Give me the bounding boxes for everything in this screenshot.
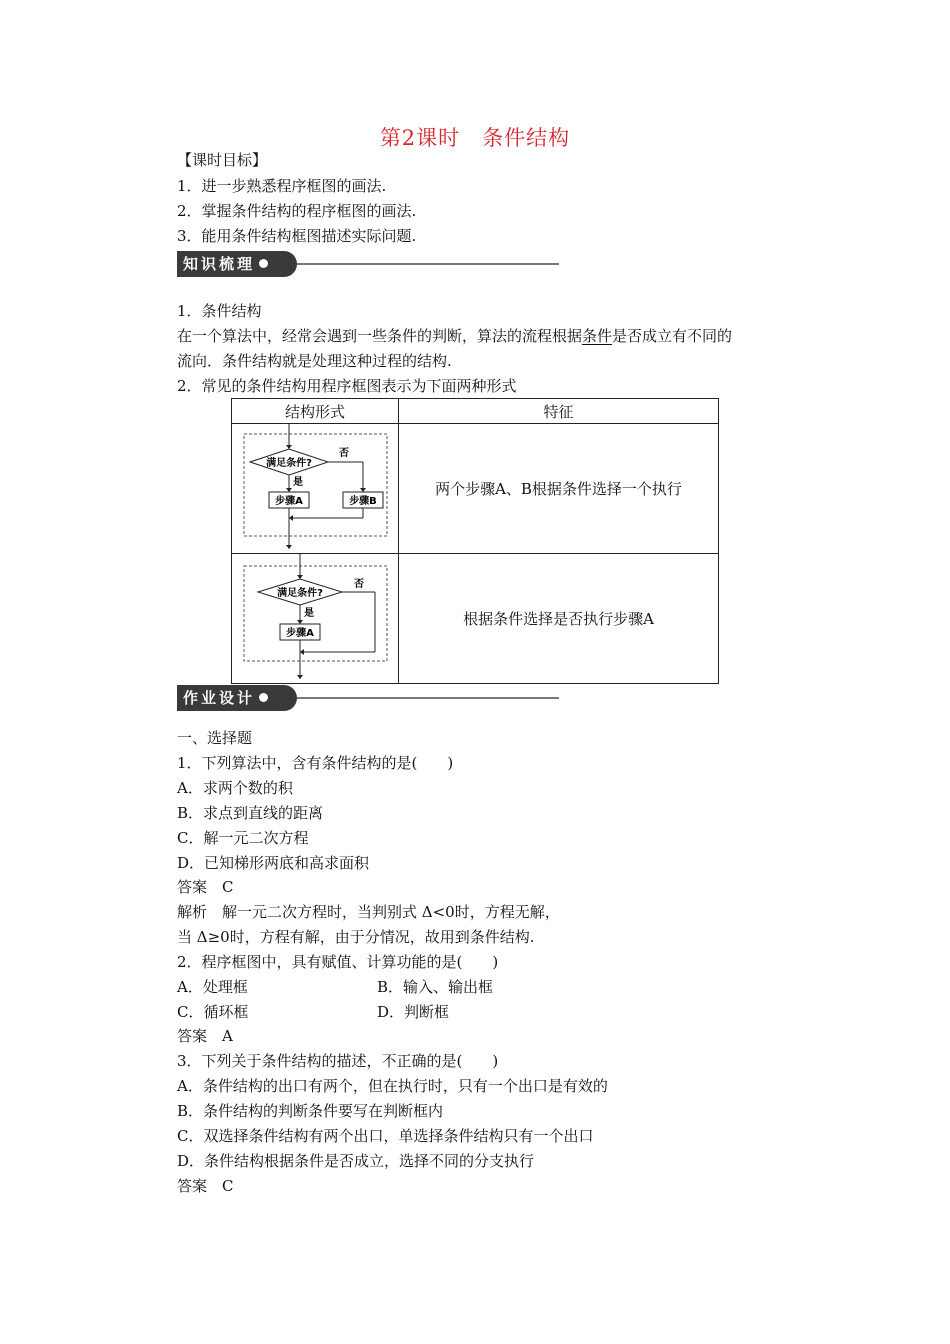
arrow-head-icon (300, 649, 304, 655)
question-3-answer: 答案 C (177, 1177, 234, 1195)
condition-label: 满足条件? (266, 458, 312, 469)
banner-label: 知识梳理 (183, 255, 256, 273)
arrow-head-icon (286, 545, 292, 549)
question-3-option-c: C．双选择条件结构有两个出口，单选择条件结构只有一个出口 (177, 1127, 594, 1145)
question-1-explanation: 当 Δ≥0时，方程有解，由于分情况，故用到条件结构. (177, 928, 535, 946)
condition-label: 满足条件? (277, 588, 323, 599)
arrow-head-icon (297, 675, 303, 679)
objective-item: 1．进一步熟悉程序框图的画法. (177, 177, 387, 195)
dashed-frame (244, 566, 387, 661)
arrow-head-icon (286, 445, 292, 449)
arrow-head-icon (297, 620, 303, 624)
question-1-option-b: B．求点到直线的距离 (177, 804, 324, 822)
question-2-option-b: B．输入、输出框 (377, 978, 494, 996)
arrow-head-icon (289, 515, 293, 521)
objective-item: 3．能用条件结构框图描述实际问题. (177, 227, 417, 245)
question-1-answer: 答案 C (177, 878, 234, 896)
table-header-feature: 特征 (399, 399, 719, 424)
section-banner-knowledge (177, 251, 559, 277)
banner-rule (297, 263, 559, 265)
table-header-structure: 结构形式 (232, 399, 399, 424)
question-2: 2．程序框图中，具有赋值、计算功能的是( ) (177, 953, 499, 971)
question-1-option-c: C．解一元二次方程 (177, 829, 309, 847)
yes-label: 是 (293, 477, 303, 488)
homework-section-title: 一、选择题 (177, 729, 253, 747)
question-3: 3．下列关于条件结构的描述，不正确的是( ) (177, 1052, 499, 1070)
feature-double-branch: 两个步骤A、B根据条件选择一个执行 (399, 424, 719, 554)
banner-rule (297, 697, 559, 699)
knowledge-p1-line2: 流向．条件结构就是处理这种过程的结构. (177, 352, 452, 370)
knowledge-p1-line1 (177, 326, 732, 346)
feature-single-branch: 根据条件选择是否执行步骤A (399, 554, 719, 684)
underlined-blank-answer: 条件 (582, 327, 613, 345)
table-row (232, 554, 719, 684)
knowledge-p1-title: 1．条件结构 (177, 302, 262, 320)
objective-item: 2．掌握条件结构的程序框图的画法. (177, 202, 417, 220)
question-3-option-a: A．条件结构的出口有两个，但在执行时，只有一个出口是有效的 (177, 1077, 608, 1095)
table-row (232, 424, 719, 554)
table-header-row (232, 399, 719, 424)
text-span: 是否成立有不同的 (612, 327, 733, 345)
knowledge-p2-title: 2．常见的条件结构用程序框图表示为下面两种形式 (177, 377, 517, 395)
question-2-answer: 答案 A (177, 1027, 233, 1045)
question-2-option-a: A．处理框 (177, 978, 248, 996)
section-banner-homework (177, 685, 559, 711)
step-a-label: 步骤A (275, 496, 303, 507)
step-b-label: 步骤B (349, 496, 377, 507)
bullet-dot-icon (259, 693, 268, 702)
bullet-dot-icon (259, 259, 268, 268)
question-2-option-c: C．循环框 (177, 1003, 249, 1021)
flowchart-single-branch-cell (232, 554, 399, 684)
page-title: 第2课时 条件结构 (379, 126, 571, 150)
flowchart-single-branch (232, 554, 396, 679)
question-1-explanation: 解析 解一元二次方程时，当判别式 Δ<0时，方程无解， (177, 903, 560, 921)
arrow-head-icon (286, 488, 292, 492)
condition-structure-table (231, 398, 719, 684)
dashed-frame (244, 434, 387, 536)
question-3-option-b: B．条件结构的判断条件要写在判断框内 (177, 1102, 444, 1120)
question-2-option-d: D．判断框 (377, 1003, 450, 1021)
objectives-header: 【课时目标】 (177, 151, 268, 169)
question-1-option-a: A．求两个数的积 (177, 779, 293, 797)
no-label: 否 (339, 448, 349, 459)
yes-label: 是 (304, 608, 314, 619)
question-1: 1．下列算法中，含有条件结构的是( ) (177, 754, 454, 772)
question-1-option-d: D．已知梯形两底和高求面积 (177, 854, 370, 872)
arrow-head-icon (297, 575, 303, 579)
banner-label: 作业设计 (183, 689, 256, 707)
no-label: 否 (354, 579, 364, 590)
text-span: 在一个算法中，经常会遇到一些条件的判断，算法的流程根据 (177, 327, 583, 345)
question-3-option-d: D．条件结构根据条件是否成立，选择不同的分支执行 (177, 1152, 535, 1170)
step-a-label: 步骤A (286, 628, 314, 639)
flowchart-double-branch-cell (232, 424, 399, 554)
arrow-head-icon (360, 488, 366, 492)
flowchart-double-branch (232, 424, 396, 549)
